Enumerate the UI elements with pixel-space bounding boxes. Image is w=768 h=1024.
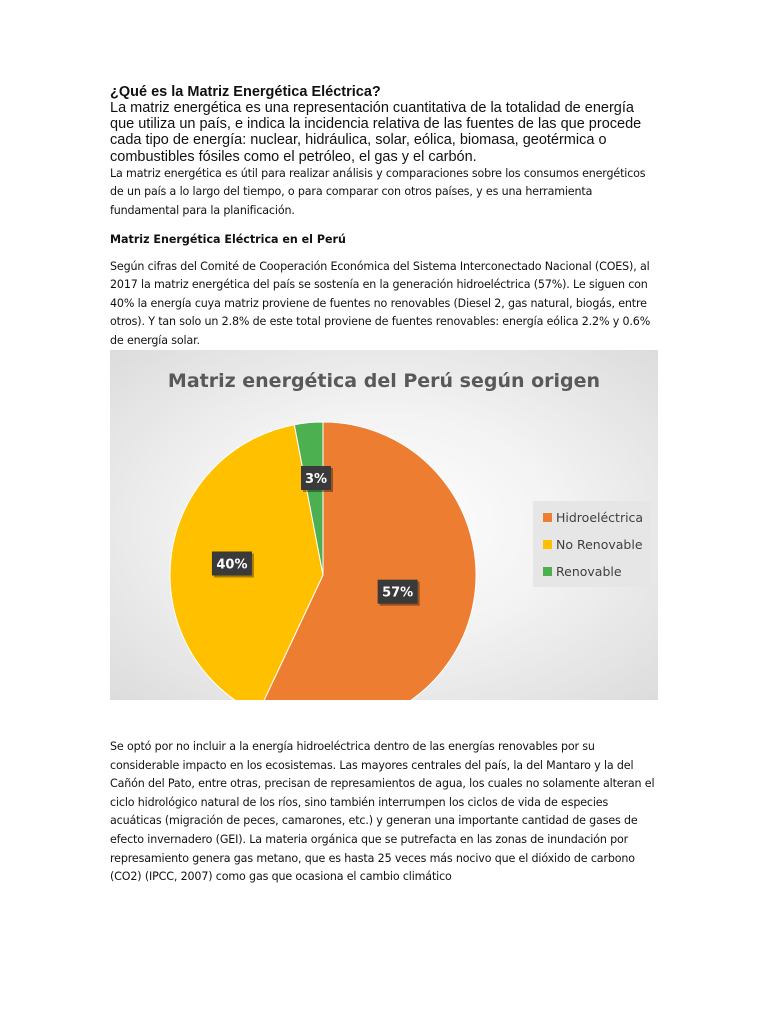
peru-heading: Matriz Energética Eléctrica en el Perú <box>110 232 346 246</box>
intro-paragraph: La matriz energética es útil para realizar análisis y comparaciones sobre los consumos energéticos de un país a lo largo del tiempo, o para comparar con otros países, y es una herramienta fundamental para la planificación. <box>110 166 646 217</box>
legend-swatch-no-renovable <box>543 540 552 549</box>
document-top <box>110 84 658 351</box>
data-label-renovable <box>301 466 333 492</box>
lead-paragraph: La matriz energética es una representación cuantitativa de la totalidad de energía que utiliza un país, e indica la incidencia relativa de las fuentes de las que procede cada tipo de energía: nuclear, hidráulica, solar, eólica, biomasa, geotérmica o combustibles fósiles como el petróleo, el gas y el carbón. <box>110 100 642 165</box>
chart-title: Matriz energética del Perú según origen <box>167 370 601 392</box>
legend-label-renovable: Renovable <box>556 564 622 579</box>
chart-legend <box>533 501 651 587</box>
section-title: ¿Qué es la Matriz Energética Eléctrica? <box>110 84 381 100</box>
hydro-paragraph: Se optó por no incluir a la energía hidroeléctrica dentro de las energías renovables por su considerable impacto en los ecosistemas. Las mayores centrales del país, la del Mantaro y la del Cañón del Pato, entre otras, precisan de represamientos de agua, los cuales no solamente alteran el ciclo hidrológico natural de los ríos, sino también interrumpen los ciclos de vida de especies acuáticas (migración de peces, camarones, etc.) y generan una importante cantidad de gases de efecto invernadero (GEI). La materia orgánica que se putrefacta en las zonas de inundación por represamiento genera gas metano, que es hasta 25 veces más nocivo que el dióxido de carbono (CO2) (IPCC, 2007) como gas que ocasiona el cambio climático <box>110 740 655 884</box>
legend-swatch-renovable <box>543 567 552 576</box>
data-label-no-renovable <box>212 551 254 577</box>
data-label-text: 3% <box>304 472 328 487</box>
pie-chart <box>110 350 658 700</box>
coes-paragraph: Según cifras del Comité de Cooperación Económica del Sistema Interconectado Nacional (COES), al 2017 la matriz energética del país se sostenía en la generación hidroeléctrica (57%). Le siguen con 40% la energía cuya matriz proviene de fuentes no renovables (Diesel 2, gas natural, biogás, entre otros). Y tan solo un 2.8% de este total proviene de fuentes renovables: energía eólica 2.2% y 0.6% de energía solar. <box>110 259 651 347</box>
legend-label-hidroelectrica: Hidroeléctrica <box>556 510 644 525</box>
pie-chart-svg <box>110 350 658 700</box>
data-label-text: 57% <box>382 585 414 601</box>
data-label-hidroelectrica <box>378 580 420 606</box>
legend-swatch-hidroelectrica <box>543 513 552 522</box>
legend-label-no-renovable: No Renovable <box>556 537 643 552</box>
data-label-text: 40% <box>216 557 248 573</box>
document-bottom <box>110 738 658 887</box>
